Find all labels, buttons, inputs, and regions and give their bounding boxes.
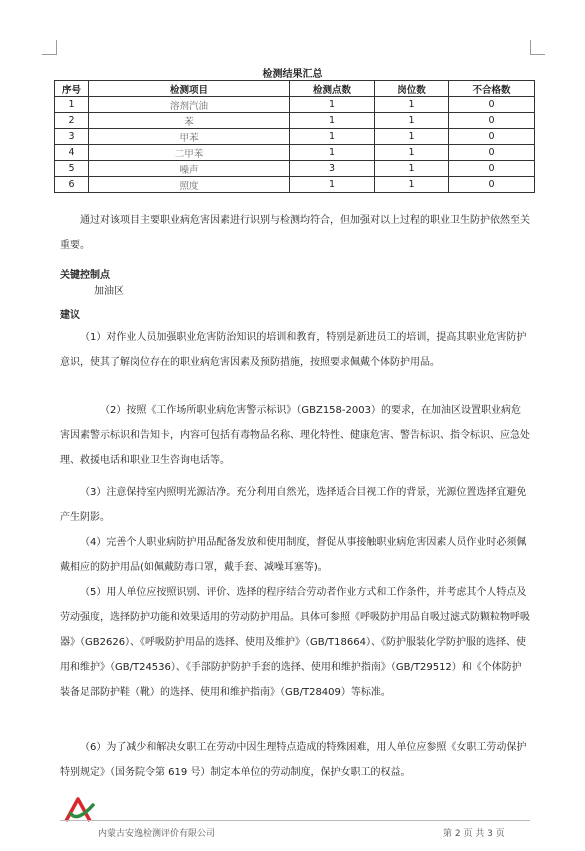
col-header-failed: 不合格数	[449, 81, 535, 97]
advice-paragraph-2: （2）按照《工作场所职业病危害警示标识》（GBZ158-2003）的要求，在加油区设置职业病危害因素警示标识和告知卡，内容可包括有毒物品名称、理化特性、健康危害、警告标识、指令标识、应急处理、救援电话和职业卫生咨询电话等。	[60, 405, 530, 466]
cell-points: 1	[290, 177, 375, 193]
col-header-item: 检测项目	[89, 81, 290, 97]
key-control-point: 加油区	[94, 286, 124, 297]
cell-index: 4	[55, 145, 89, 161]
page-corner-mark-left	[42, 40, 57, 55]
table-row	[55, 113, 535, 129]
cell-failed: 0	[449, 177, 535, 193]
cell-failed: 0	[449, 129, 535, 145]
cell-index: 3	[55, 129, 89, 145]
key-control-heading: 关键控制点	[60, 270, 110, 281]
col-header-points: 检测点数	[290, 81, 375, 97]
advice-paragraph-5: （5）用人单位应按照识别、评价、选择的程序结合劳动者作业方式和工作条件，并考虑其个人特点及劳动强度，选择防护功能和效果适用的劳动防护用品。具体可参照《呼吸防护用品自吸过滤式防颗粒物呼吸器》（GB2626）、《呼吸防护用品的选择、使用及维护》（GB/T18664）、《防护服装化学防护服的选择、使用和维护》（GB/T24536）、《手部防护防护手套的选择、使用和维护指南》（GB/T29512）和《个体防护装备足部防护鞋（靴）的选择、使用和维护指南》（GB/T28409）等标准。	[60, 587, 530, 698]
cell-item: 甲苯	[89, 129, 290, 145]
cell-points: 3	[290, 161, 375, 177]
table-row	[55, 97, 535, 113]
advice-heading: 建议	[60, 310, 80, 321]
cell-posts: 1	[375, 177, 449, 193]
table-row	[55, 177, 535, 193]
cell-item: 照度	[89, 177, 290, 193]
cell-failed: 0	[449, 161, 535, 177]
cell-index: 5	[55, 161, 89, 177]
cell-index: 2	[55, 113, 89, 129]
footer-divider	[60, 820, 530, 821]
cell-item: 苯	[89, 113, 290, 129]
advice-paragraph-4: （4）完善个人职业病防护用品配备发放和使用制度，督促从事接触职业病危害因素人员作业时必须佩戴相应的防护用品(如佩戴防毒口罩，戴手套、减噪耳塞等)。	[60, 537, 527, 573]
advice-paragraph-3: （3）注意保持室内照明光源洁净。充分利用自然光，选择适合目视工作的背景，光源位置选择宜避免产生阴影。	[60, 487, 527, 523]
footer-company-name: 内蒙古安逸检测评价有限公司	[98, 829, 216, 839]
cell-failed: 0	[449, 97, 535, 113]
col-header-index: 序号	[55, 81, 89, 97]
cell-failed: 0	[449, 113, 535, 129]
cell-index: 6	[55, 177, 89, 193]
cell-posts: 1	[375, 145, 449, 161]
page-corner-mark-right	[530, 40, 545, 55]
cell-item: 二甲苯	[89, 145, 290, 161]
table-row	[55, 129, 535, 145]
cell-points: 1	[290, 113, 375, 129]
intro-paragraph: 通过对该项目主要职业病危害因素进行识别与检测均符合，但加强对以上过程的职业卫生防护依然至关重要。	[60, 215, 530, 251]
cell-posts: 1	[375, 97, 449, 113]
col-header-posts: 岗位数	[375, 81, 449, 97]
cell-points: 1	[290, 97, 375, 113]
cell-index: 1	[55, 97, 89, 113]
table-title: 检测结果汇总	[262, 69, 323, 80]
table-header-row	[55, 81, 535, 97]
cell-item: 溶剂汽油	[89, 97, 290, 113]
table-row	[55, 161, 535, 177]
cell-posts: 1	[375, 129, 449, 145]
footer-page-number: 第 2 页 共 3 页	[443, 829, 505, 839]
cell-failed: 0	[449, 145, 535, 161]
advice-paragraph-1: （1）对作业人员加强职业危害防治知识的培训和教育，特别是新进员工的培训，提高其职业危害防护意识，使其了解岗位存在的职业病危害因素及预防措施，按照要求佩戴个体防护用品。	[60, 332, 527, 368]
advice-paragraph-6: （6）为了减少和解决女职工在劳动中因生理特点造成的特殊困难，用人单位应参照《女职工劳动保护特别规定》（国务院令第 619 号）制定本单位的劳动制度，保护女职工的权益。	[60, 742, 527, 778]
cell-points: 1	[290, 129, 375, 145]
cell-posts: 1	[375, 113, 449, 129]
cell-item: 噪声	[89, 161, 290, 177]
cell-points: 1	[290, 145, 375, 161]
table-row	[55, 145, 535, 161]
cell-posts: 1	[375, 161, 449, 177]
results-table	[54, 80, 535, 193]
